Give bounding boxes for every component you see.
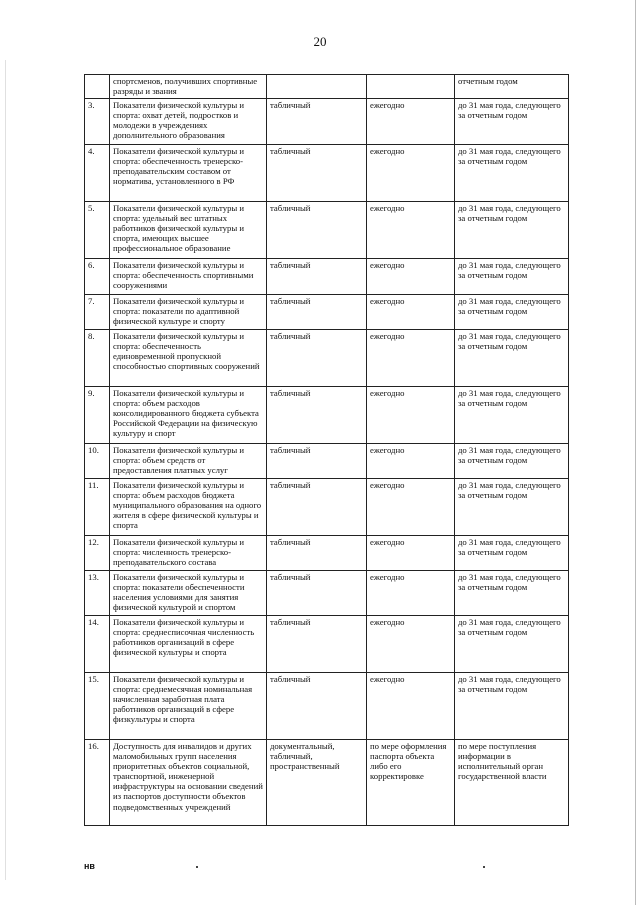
deadline-cell: до 31 мая года, следующего за отчетным годом	[455, 536, 569, 571]
indicator-name-cell: Доступность для инвалидов и других маломобильных групп населения приоритетных объектов социальной, транспортной, инженерной инфраструктуры на основании сведений из паспортов доступности объектов подведомственных учреждений	[110, 740, 267, 826]
table-row	[85, 202, 569, 259]
row-number-cell: 13.	[85, 571, 110, 616]
periodicity-cell: ежегодно	[367, 99, 455, 145]
deadline-cell: до 31 мая года, следующего за отчетным годом	[455, 202, 569, 259]
indicator-name-cell: Показатели физической культуры и спорта: объем расходов бюджета муниципального образования на одного жителя в сфере физической культуры и спорта	[110, 479, 267, 536]
periodicity-cell: ежегодно	[367, 444, 455, 479]
page-number: 20	[313, 34, 327, 49]
indicator-name-cell: Показатели физической культуры и спорта: показатели по адаптивной физической культуре и спорту	[110, 295, 267, 330]
indicators-table	[84, 74, 569, 826]
periodicity-cell	[367, 75, 455, 99]
table-row	[85, 295, 569, 330]
periodicity-cell: ежегодно	[367, 616, 455, 673]
presentation-form-cell: табличный	[267, 145, 367, 202]
periodicity-cell: ежегодно	[367, 330, 455, 387]
table-row	[85, 387, 569, 444]
indicator-name-cell: Показатели физической культуры и спорта: удельный вес штатных работников физической культуры и спорта, имеющих высшее профессиональное образование	[110, 202, 267, 259]
presentation-form-cell: табличный	[267, 295, 367, 330]
presentation-form-cell: табличный	[267, 202, 367, 259]
presentation-form-cell: табличный	[267, 479, 367, 536]
deadline-cell: до 31 мая года, следующего за отчетным годом	[455, 444, 569, 479]
presentation-form-cell: табличный	[267, 673, 367, 740]
indicator-name-cell: Показатели физической культуры и спорта: обеспеченность спортивными сооружениями	[110, 259, 267, 295]
presentation-form-cell: табличный	[267, 536, 367, 571]
indicator-name-cell: Показатели физической культуры и спорта: обеспеченность единовременной пропускной способностью спортивных сооружений	[110, 330, 267, 387]
scan-speck	[196, 866, 198, 868]
deadline-cell: до 31 мая года, следующего за отчетным годом	[455, 387, 569, 444]
periodicity-cell: по мере оформления паспорта объекта либо его корректировке	[367, 740, 455, 826]
indicator-name-cell: Показатели физической культуры и спорта: объем средств от предоставления платных услуг	[110, 444, 267, 479]
periodicity-cell: ежегодно	[367, 536, 455, 571]
presentation-form-cell: табличный	[267, 259, 367, 295]
presentation-form-cell: табличный	[267, 330, 367, 387]
row-number-cell: 10.	[85, 444, 110, 479]
table-row	[85, 444, 569, 479]
deadline-cell: до 31 мая года, следующего за отчетным годом	[455, 673, 569, 740]
deadline-cell: до 31 мая года, следующего за отчетным годом	[455, 99, 569, 145]
row-number-cell: 15.	[85, 673, 110, 740]
indicator-name-cell: Показатели физической культуры и спорта: охват детей, подростков и молодежи в учреждениях дополнительного образования	[110, 99, 267, 145]
table-row	[85, 330, 569, 387]
periodicity-cell: ежегодно	[367, 673, 455, 740]
row-number-cell: 9.	[85, 387, 110, 444]
presentation-form-cell: табличный	[267, 444, 367, 479]
periodicity-cell: ежегодно	[367, 571, 455, 616]
scan-speck	[483, 866, 485, 868]
row-number-cell: 7.	[85, 295, 110, 330]
presentation-form-cell: табличный	[267, 99, 367, 145]
indicator-name-cell: Показатели физической культуры и спорта: обеспеченность тренерско-преподавательским составом от норматива, установленного в РФ	[110, 145, 267, 202]
table-row	[85, 536, 569, 571]
table-row	[85, 259, 569, 295]
table-row	[85, 99, 569, 145]
indicator-name-cell: Показатели физической культуры и спорта: показатели обеспеченности населения условиями для занятия физической культурой и спортом	[110, 571, 267, 616]
row-number-cell: 16.	[85, 740, 110, 826]
table-row	[85, 740, 569, 826]
periodicity-cell: ежегодно	[367, 479, 455, 536]
table-row	[85, 616, 569, 673]
table-row	[85, 75, 569, 99]
presentation-form-cell: документальный, табличный, пространственный	[267, 740, 367, 826]
deadline-cell: до 31 мая года, следующего за отчетным годом	[455, 259, 569, 295]
presentation-form-cell: табличный	[267, 387, 367, 444]
indicator-name-cell: Показатели физической культуры и спорта: среднесписочная численность работников организаций в сфере физической культуры и спорта	[110, 616, 267, 673]
periodicity-cell: ежегодно	[367, 145, 455, 202]
deadline-cell: до 31 мая года, следующего за отчетным годом	[455, 330, 569, 387]
presentation-form-cell	[267, 75, 367, 99]
periodicity-cell: ежегодно	[367, 259, 455, 295]
indicator-name-cell: Показатели физической культуры и спорта: объем расходов консолидированного бюджета субъекта Российской Федерации на физическую культуру и спорт	[110, 387, 267, 444]
row-number-cell: 5.	[85, 202, 110, 259]
row-number-cell: 12.	[85, 536, 110, 571]
row-number-cell: 14.	[85, 616, 110, 673]
deadline-cell: до 31 мая года, следующего за отчетным годом	[455, 479, 569, 536]
periodicity-cell: ежегодно	[367, 387, 455, 444]
row-number-cell	[85, 75, 110, 99]
deadline-cell: отчетным годом	[455, 75, 569, 99]
table-row	[85, 479, 569, 536]
deadline-cell: по мере поступления информации в исполнительный орган государственной власти	[455, 740, 569, 826]
table-row	[85, 145, 569, 202]
presentation-form-cell: табличный	[267, 616, 367, 673]
row-number-cell: 3.	[85, 99, 110, 145]
indicator-name-cell: Показатели физической культуры и спорта: среднемесячная номинальная начисленная заработная плата работников организаций в сфере физкультуры и спорта	[110, 673, 267, 740]
indicator-name-cell: спортсменов, получивших спортивные разряды и звания	[110, 75, 267, 99]
row-number-cell: 4.	[85, 145, 110, 202]
table-row	[85, 571, 569, 616]
table-row	[85, 673, 569, 740]
scan-edge-left	[5, 60, 6, 880]
deadline-cell: до 31 мая года, следующего за отчетным годом	[455, 616, 569, 673]
row-number-cell: 6.	[85, 259, 110, 295]
indicator-name-cell: Показатели физической культуры и спорта: численность тренерско-преподавательского состава	[110, 536, 267, 571]
periodicity-cell: ежегодно	[367, 295, 455, 330]
deadline-cell: до 31 мая года, следующего за отчетным годом	[455, 145, 569, 202]
scan-edge-right	[635, 0, 636, 905]
footer-mark: нв	[84, 861, 95, 871]
row-number-cell: 8.	[85, 330, 110, 387]
deadline-cell: до 31 мая года, следующего за отчетным годом	[455, 295, 569, 330]
deadline-cell: до 31 мая года, следующего за отчетным годом	[455, 571, 569, 616]
periodicity-cell: ежегодно	[367, 202, 455, 259]
presentation-form-cell: табличный	[267, 571, 367, 616]
row-number-cell: 11.	[85, 479, 110, 536]
